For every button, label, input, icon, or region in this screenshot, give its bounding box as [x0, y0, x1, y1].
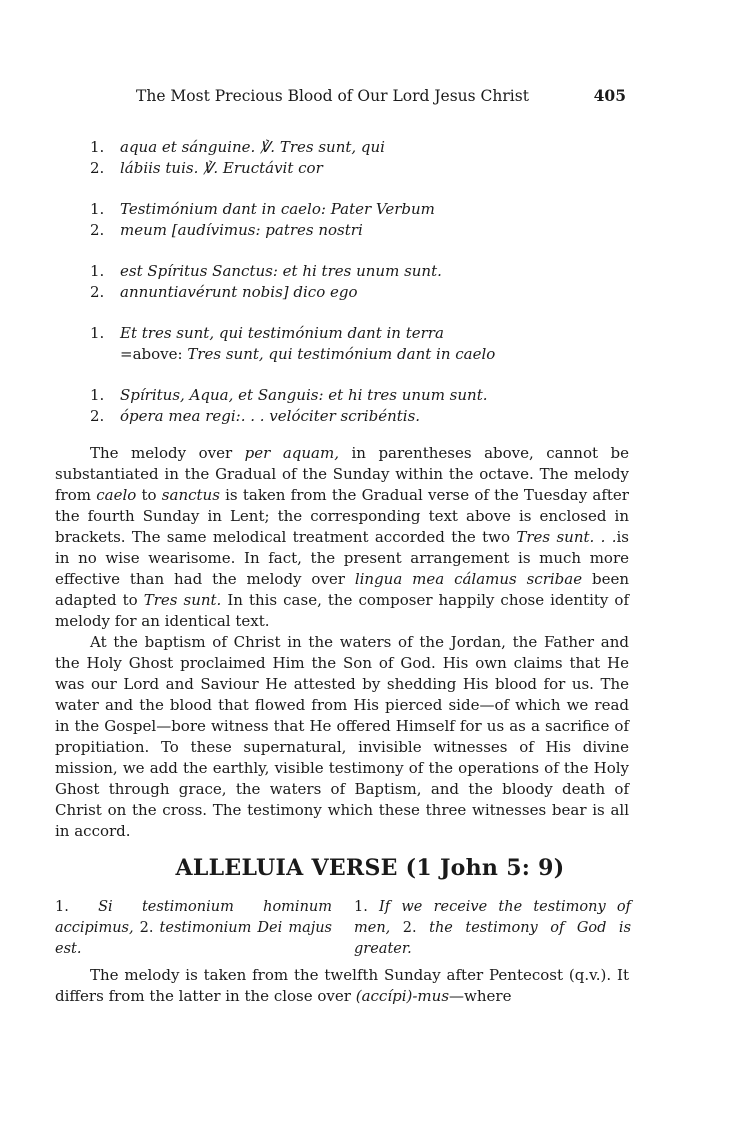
verse-text: lábiis tuis. ℣. Eructávit cor: [120, 159, 323, 177]
verse-text: est Spíritus Sanctus: et hi tres unum sunt.: [120, 262, 442, 280]
verse-number: 2.: [139, 920, 154, 936]
italic-run: Tres sunt. . .: [516, 528, 617, 546]
text-run: is taken from the Gradual verse of the Tuesday after the fourth Sunday in Lent; the corresponding text above is enclosed in brackets. The same melodical treatment accorded the two: [55, 486, 629, 546]
verse-line: [90, 323, 650, 344]
verse-text: annuntiavérunt nobis] dico ego: [120, 283, 358, 301]
verse-number: 2.: [90, 283, 105, 301]
verse-line: [90, 199, 650, 220]
verse-line-continuation: [90, 344, 650, 365]
verse-group: [90, 137, 650, 179]
verse-number: 2.: [402, 920, 417, 936]
paragraph-melody: [55, 443, 629, 632]
text-run: The melody over: [90, 444, 245, 462]
verse-text: Et tres sunt, qui testimónium dant in terra: [120, 324, 444, 342]
latin-text-column: [55, 897, 332, 960]
verse-text: meum [audívimus: patres nostri: [120, 221, 363, 239]
verse-group: [90, 261, 650, 303]
paragraph-text: [55, 965, 629, 1007]
text-run: in parentheses above, cannot be substantiated in the Gradual of the Sunday within the octave. The melody from: [55, 444, 629, 504]
italic-run: (accípi)-mus: [355, 987, 450, 1005]
verse-text: the testimony of God is greater.: [354, 920, 632, 957]
verse-line: [90, 137, 650, 158]
page-number: 405: [593, 86, 626, 105]
verse-group: [90, 323, 650, 365]
italic-run: lingua mea cálamus scribae: [354, 570, 583, 588]
english-text-column: [354, 897, 631, 960]
verse-text: aqua et sánguine. ℣. Tres sunt, qui: [120, 138, 385, 156]
paragraph-baptism: [55, 632, 629, 842]
section-heading: ALLELUIA VERSE (1 John 5: 9): [175, 855, 565, 881]
verse-line: [90, 282, 650, 303]
verse-list: [90, 137, 650, 447]
verse-prefix: =above:: [120, 345, 188, 363]
verse-number: 1.: [90, 138, 105, 156]
running-title: The Most Precious Blood of Our Lord Jesus Christ: [136, 87, 529, 105]
verse-number: 1.: [90, 386, 105, 404]
verse-line: [90, 220, 650, 241]
verse-number: 2.: [90, 221, 105, 239]
verse-text: Si testimonium hominum accipimus,: [55, 899, 332, 936]
verse-line: [90, 385, 650, 406]
verse-line: [90, 406, 650, 427]
italic-run: Tres sunt.: [143, 591, 222, 609]
verse-number: 1.: [55, 899, 69, 915]
paragraph-close: [55, 965, 629, 1007]
verse-number: 2.: [90, 407, 105, 425]
text-run: is in no wise wearisome. In fact, the present arrangement is much more effective than had the melody over: [55, 528, 629, 588]
verse-number: 1.: [90, 262, 105, 280]
verse-text: Testimónium dant in caelo: Pater Verbum: [120, 200, 435, 218]
text-run: been adapted to: [55, 570, 629, 609]
text-run: to: [136, 486, 162, 504]
verse-text: Tres sunt, qui testimónium dant in caelo: [187, 345, 496, 363]
paragraph-text: [55, 443, 629, 632]
verse-text: Spíritus, Aqua, et Sanguis: et hi tres unum sunt.: [120, 386, 488, 404]
italic-run: sanctus: [161, 486, 220, 504]
verse-text: If we receive the testimony of men,: [354, 899, 631, 936]
text-run: The melody is taken from the twelfth Sunday after Pentecost (q.v.). It differs from the latter in the close over: [55, 966, 629, 1005]
italic-run: caelo: [96, 486, 137, 504]
paragraph-text: At the baptism of Christ in the waters of the Jordan, the Father and the Holy Ghost proclaimed Him the Son of God. His own claims that He was our Lord and Saviour He attested by shedding His blood for us. The water and the blood that flowed from His pierced side—of which we read in the Gospel—bore witness that He offered Himself for us as a sacrifice of propitiation. To these supernatural, invisible witnesses of His divine mission, we add the earthly, visible testimony of the operations of the Holy Ghost through grace, the waters of Baptism, and the bloody death of Christ on the cross. The testimony which these three witnesses bear is all in accord.: [55, 633, 629, 840]
verse-number: 1.: [90, 200, 105, 218]
verse-line: [90, 261, 650, 282]
verse-group: [90, 385, 650, 427]
verse-number: 2.: [90, 159, 105, 177]
verse-number: 1.: [354, 899, 368, 915]
verse-line: [90, 158, 650, 179]
verse-text: testimonium Dei majus est.: [55, 920, 332, 957]
verse-group: [90, 199, 650, 241]
verse-number: 1.: [90, 324, 105, 342]
italic-run: per aquam,: [244, 444, 339, 462]
verse-text: ópera mea regi:. . . velóciter scribéntis.: [120, 407, 421, 425]
text-run: In this case, the composer happily chose identity of melody for an identical text.: [55, 591, 629, 630]
text-run: —where: [449, 987, 512, 1005]
